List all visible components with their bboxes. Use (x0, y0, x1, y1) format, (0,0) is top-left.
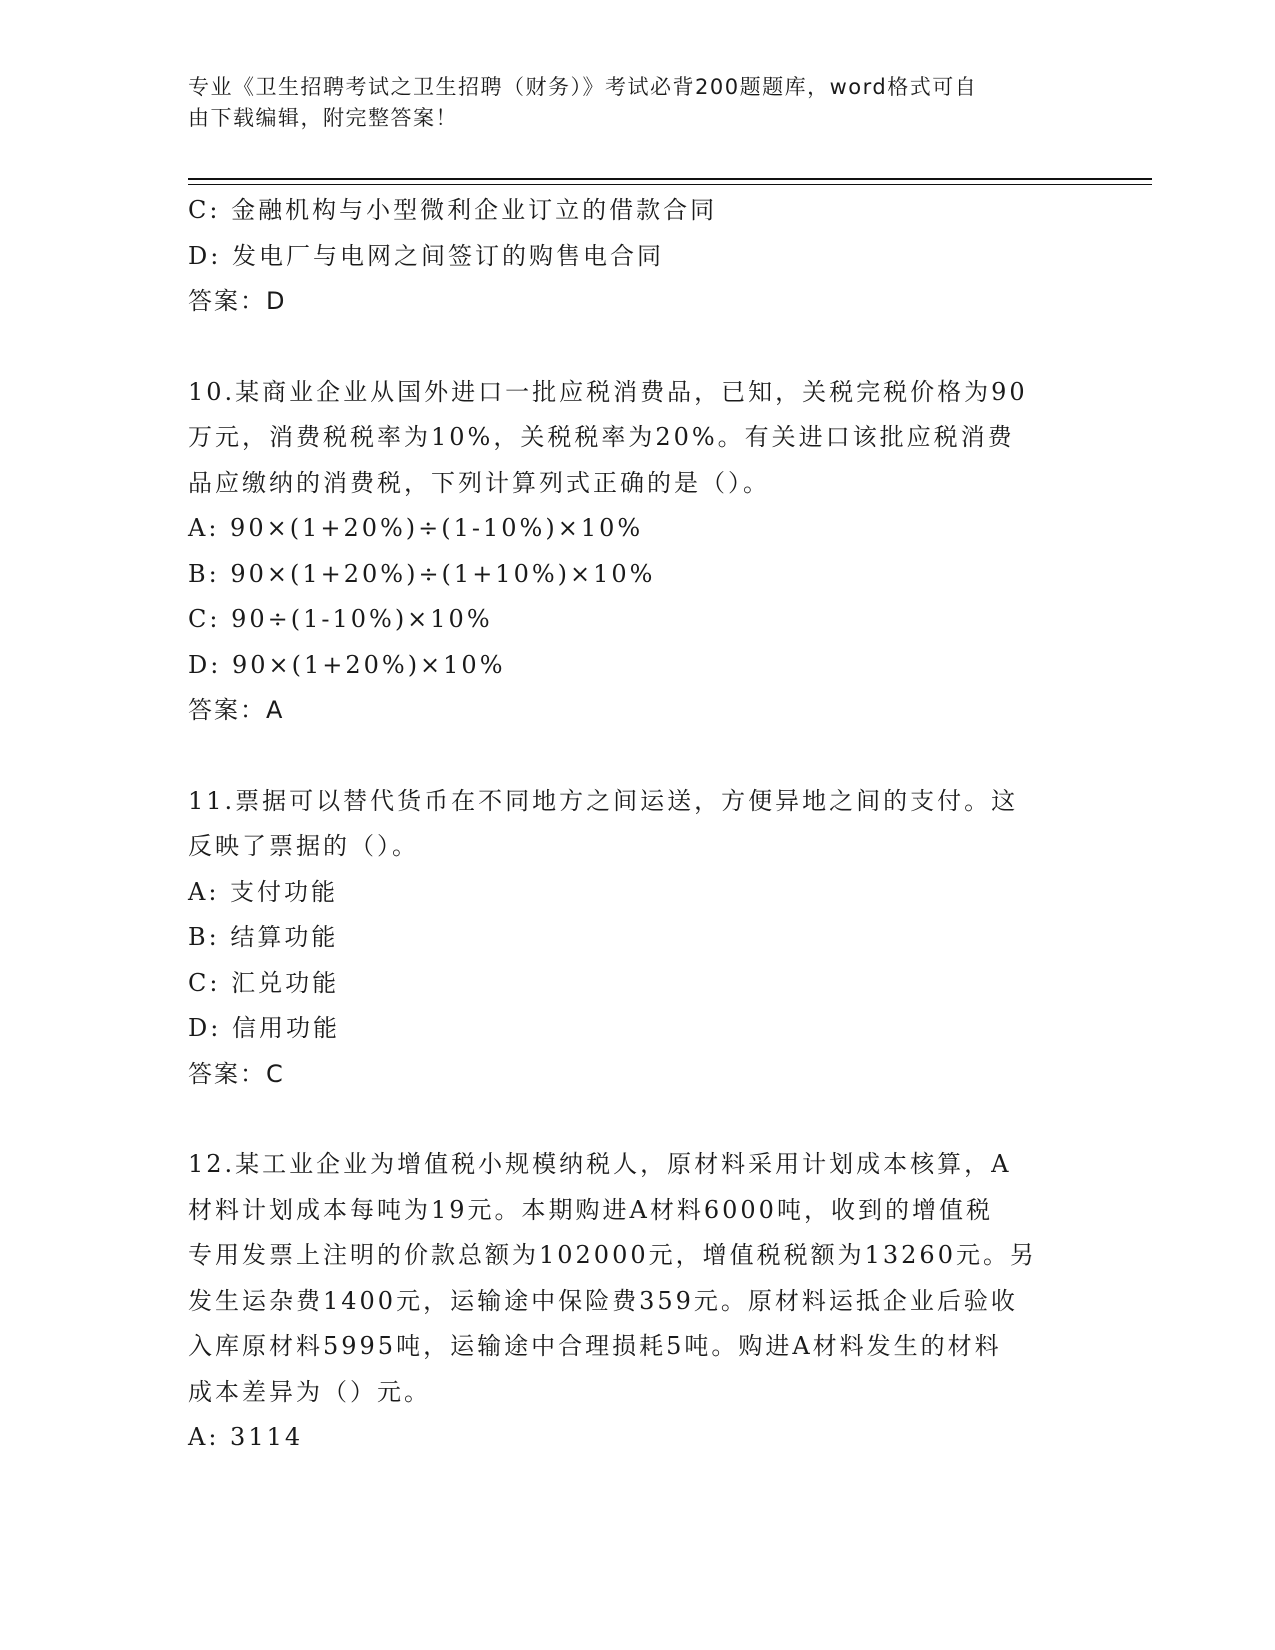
question-stem-line: 材料计划成本每吨为19元。本期购进A材料6000吨，收到的增值税 (188, 1195, 993, 1224)
question-10 (188, 370, 1088, 734)
option-a: A: 90×(1+20%)÷(1-10%)×10% (188, 514, 644, 542)
question-11 (188, 779, 1088, 1098)
option-c: C: 金融机构与小型微利企业订立的借款合同 (188, 196, 718, 224)
answer: 答案：A (188, 696, 285, 724)
question-stem-line: 万元，消费税税率为10%，关税税率为20%。有关进口该批应税消费 (188, 423, 1015, 451)
header-line-1: 专业《卫生招聘考试之卫生招聘（财务）》考试必背200题题库，word格式可自 (188, 75, 978, 99)
option-a: A: 支付功能 (188, 877, 339, 906)
question-stem-line: 反映了票据的（）。 (188, 832, 419, 860)
option-b: B: 结算功能 (188, 923, 339, 951)
spacer (188, 1097, 1088, 1142)
question-stem-line: 专用发票上注明的价款总额为102000元，增值税税额为13260元。另 (188, 1241, 1037, 1269)
header-rule-thin (188, 184, 1152, 185)
question-stem-line: 成本差异为（）元。 (188, 1377, 431, 1406)
answer: 答案：D (188, 287, 287, 315)
option-b: B: 90×(1+20%)÷(1+10%)×10% (188, 559, 656, 588)
question-9-tail (188, 188, 1088, 325)
answer: 答案：C (188, 1059, 285, 1088)
option-a: A: 3114 (188, 1423, 304, 1451)
option-d: D: 信用功能 (188, 1014, 340, 1042)
header-line-2: 由下载编辑，附完整答案！ (188, 106, 458, 130)
question-stem-line: 11.票据可以替代货币在不同地方之间运送，方便异地之间的支付。这 (188, 786, 1019, 815)
header-rule-thick (188, 178, 1152, 180)
question-stem-line: 入库原材料5995吨，运输途中合理损耗5吨。购进A材料发生的材料 (188, 1332, 1002, 1360)
spacer (188, 734, 1088, 779)
option-c: C: 汇兑功能 (188, 968, 340, 997)
option-d: D: 发电厂与电网之间签订的购售电合同 (188, 241, 664, 270)
question-stem-line: 12.某工业企业为增值税小规模纳税人，原材料采用计划成本核算，A (188, 1150, 1012, 1178)
question-stem-line: 品应缴纳的消费税，下列计算列式正确的是（）。 (188, 468, 770, 497)
document-header (188, 72, 1068, 134)
document-body (188, 188, 1088, 1461)
option-c: C: 90÷(1-10%)×10% (188, 605, 493, 633)
option-d: D: 90×(1+20%)×10% (188, 650, 506, 679)
question-stem-line: 发生运杂费1400元，运输途中保险费359元。原材料运抵企业后验收 (188, 1286, 1018, 1315)
question-stem-line: 10.某商业企业从国外进口一批应税消费品，已知，关税完税价格为90 (188, 377, 1028, 406)
question-12 (188, 1142, 1088, 1461)
spacer (188, 325, 1088, 370)
